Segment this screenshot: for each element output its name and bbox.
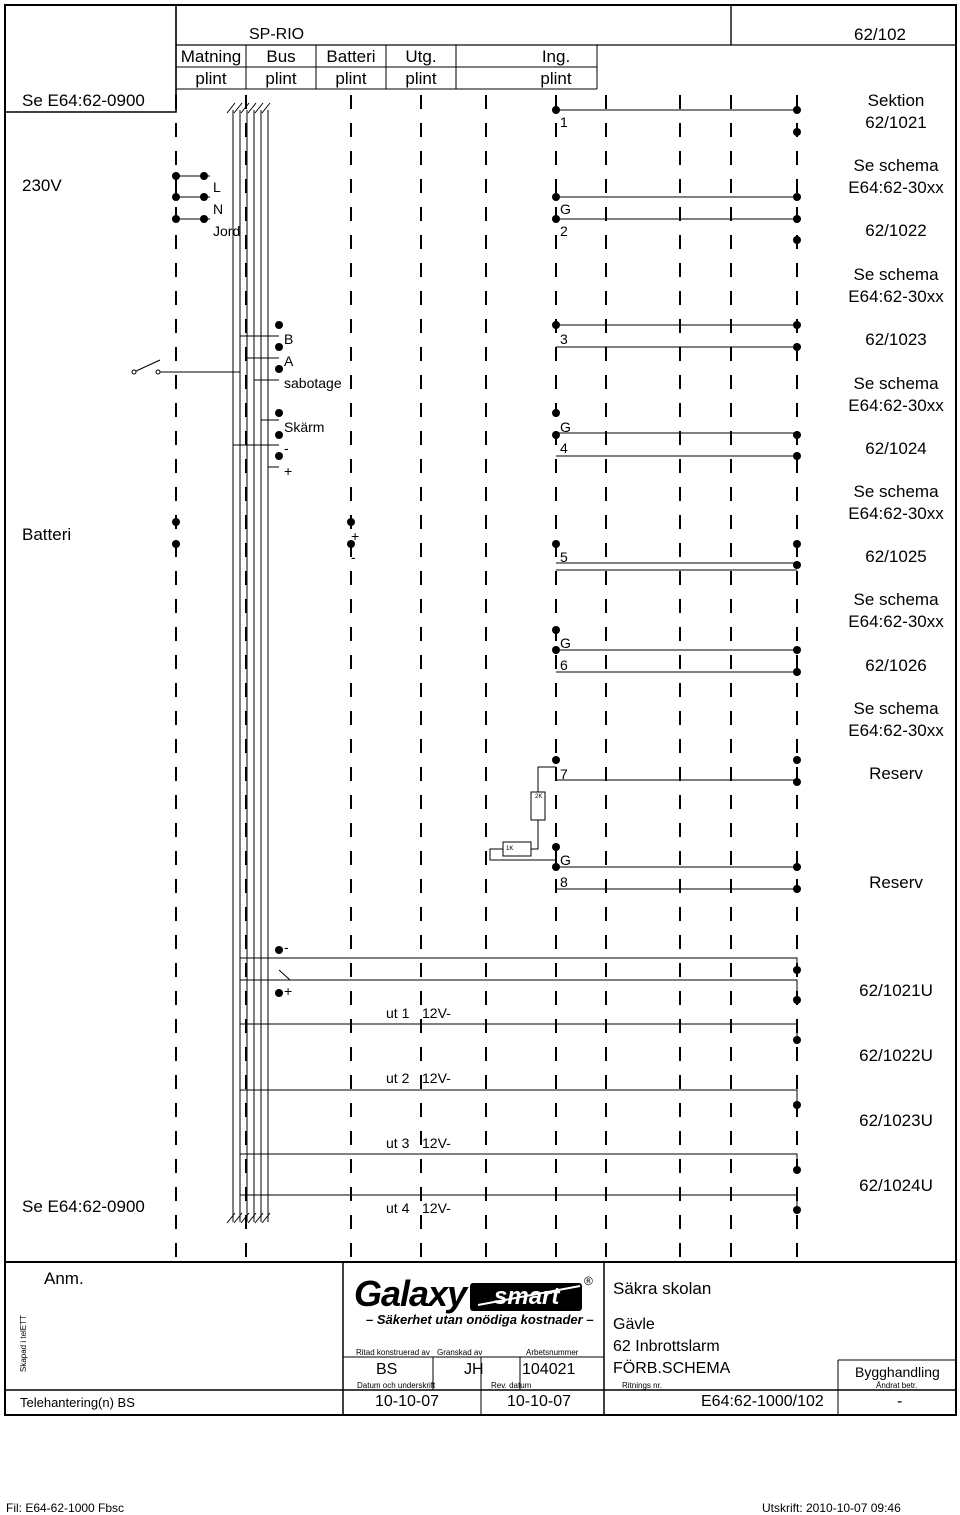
plint-4: plint bbox=[405, 69, 437, 88]
output-3-volt: 12V- bbox=[422, 1135, 451, 1151]
terminal-dot bbox=[793, 540, 801, 548]
terminal-dot bbox=[552, 540, 560, 548]
terminal-dot bbox=[793, 321, 801, 329]
schema-ref-2a: Se schema bbox=[853, 265, 939, 284]
footer-printed: Utskrift: 2010-10-07 09:46 bbox=[762, 1501, 901, 1515]
terminal-dot bbox=[552, 409, 560, 417]
project-line-4: FÖRB.SCHEMA bbox=[613, 1360, 731, 1377]
cable-tie-mark bbox=[248, 103, 256, 113]
resistor-2k-label: 2K bbox=[535, 794, 543, 800]
datum-label: Datum och underskrift bbox=[357, 1381, 436, 1390]
anm-label: Anm. bbox=[44, 1269, 84, 1288]
terminal-dot bbox=[275, 989, 283, 997]
terminal-dot bbox=[793, 343, 801, 351]
terminal-dot bbox=[793, 646, 801, 654]
terminal-dot bbox=[793, 1101, 801, 1109]
terminal-dot bbox=[275, 431, 283, 439]
output-1-volt: 12V- bbox=[422, 1005, 451, 1021]
schema-ref-2b: E64:62-30xx bbox=[848, 287, 944, 306]
terminal-dot bbox=[793, 863, 801, 871]
output-wire bbox=[279, 970, 797, 980]
sabotage-switch-symbol bbox=[132, 360, 240, 374]
terminal-dot bbox=[552, 106, 560, 114]
terminal-label-n: N bbox=[213, 201, 224, 217]
resistor-1k-label: 1K bbox=[506, 846, 514, 852]
input-label-g3: G bbox=[560, 635, 571, 651]
output-plus-label: + bbox=[284, 983, 293, 999]
terminal-dot bbox=[200, 193, 208, 201]
section-reserv-1: Reserv bbox=[869, 764, 923, 783]
plint-2: plint bbox=[265, 69, 297, 88]
schema-ref-1b: E64:62-30xx bbox=[848, 178, 944, 197]
col-matning: Matning bbox=[180, 47, 242, 66]
section-reserv-2: Reserv bbox=[869, 873, 923, 892]
terminal-label-jord: Jord bbox=[213, 223, 241, 239]
bygghandling-label: Bygghandling bbox=[855, 1364, 940, 1380]
rev-datum-value: 10-10-07 bbox=[507, 1393, 572, 1410]
plint-3: plint bbox=[335, 69, 367, 88]
input-label-6: 6 bbox=[560, 657, 568, 673]
section-1024u: 62/1024U bbox=[859, 1176, 933, 1195]
terminal-dot bbox=[275, 409, 283, 417]
schema-ref-1a: Se schema bbox=[853, 156, 939, 175]
terminal-dot bbox=[793, 996, 801, 1004]
output-minus-label: - bbox=[284, 939, 289, 955]
input-label-8: 8 bbox=[560, 874, 568, 890]
terminal-dot bbox=[552, 431, 560, 439]
schema-ref-3a: Se schema bbox=[853, 374, 939, 393]
battery-minus-label: - bbox=[351, 549, 356, 565]
terminal-label-l: L bbox=[213, 179, 221, 195]
terminal-dot bbox=[793, 452, 801, 460]
terminal-dot bbox=[275, 321, 283, 329]
sp-rio-label: SP-RIO bbox=[249, 26, 305, 43]
terminal-dot bbox=[552, 193, 560, 201]
terminal-dot bbox=[793, 106, 801, 114]
ref-top: Se E64:62-0900 bbox=[22, 91, 145, 110]
granskad-label: Granskad av bbox=[437, 1348, 483, 1357]
schema-ref-5a: Se schema bbox=[853, 590, 939, 609]
input-label-g4: G bbox=[560, 852, 571, 868]
project-line-2: Gävle bbox=[613, 1316, 655, 1333]
created-in-label: Skapad i telETT bbox=[19, 1315, 28, 1372]
ref-bottom: Se E64:62-0900 bbox=[22, 1197, 145, 1216]
ritnings-nr-label: Ritnings nr. bbox=[622, 1381, 663, 1390]
header-box-right bbox=[731, 5, 956, 45]
input-label-5: 5 bbox=[560, 549, 568, 565]
output-wire bbox=[240, 1090, 797, 1105]
section-1023u: 62/1023U bbox=[859, 1111, 933, 1130]
section-1021: 62/1021 bbox=[865, 113, 927, 132]
output-4-label: ut 4 bbox=[386, 1200, 410, 1216]
terminal-dot bbox=[172, 518, 180, 526]
terminal-dot bbox=[275, 946, 283, 954]
terminal-label-sabotage: sabotage bbox=[284, 375, 342, 391]
logo-smart: smart bbox=[494, 1283, 560, 1310]
terminal-dot bbox=[793, 756, 801, 764]
resistor-lead bbox=[531, 820, 538, 849]
input-label-4: 4 bbox=[560, 440, 568, 456]
input-label-g1: G bbox=[560, 201, 571, 217]
terminal-dot bbox=[552, 321, 560, 329]
output-wire bbox=[240, 980, 797, 1000]
terminal-dot bbox=[793, 668, 801, 676]
logo-slogan: – Säkerhet utan onödiga kostnader – bbox=[366, 1312, 594, 1327]
datum-value: 10-10-07 bbox=[375, 1393, 440, 1410]
terminal-dot bbox=[793, 966, 801, 974]
input-label-g2: G bbox=[560, 419, 571, 435]
schema-ref-4b: E64:62-30xx bbox=[848, 504, 944, 523]
logo-galaxy: Galaxy bbox=[354, 1273, 467, 1314]
cable-tie-mark bbox=[234, 1213, 242, 1223]
ritad-label: Ritad konstruerad av bbox=[356, 1348, 430, 1357]
cable-tie-mark bbox=[262, 1213, 270, 1223]
footer-file: Fil: E64-62-1000 Fbsc bbox=[6, 1501, 125, 1515]
terminal-dot bbox=[793, 885, 801, 893]
section-1026: 62/1026 bbox=[865, 656, 927, 675]
outer-frame bbox=[5, 5, 956, 1415]
output-3-label: ut 3 bbox=[386, 1135, 410, 1151]
ritad-value: BS bbox=[376, 1361, 398, 1378]
terminal-dot bbox=[172, 172, 180, 180]
terminal-dot bbox=[200, 215, 208, 223]
terminal-dot bbox=[793, 1036, 801, 1044]
section-1022u: 62/1022U bbox=[859, 1046, 933, 1065]
output-4-volt: 12V- bbox=[422, 1200, 451, 1216]
input-label-2: 2 bbox=[560, 223, 568, 239]
logo-registered: ® bbox=[584, 1274, 593, 1288]
drawing-no-top: 62/102 bbox=[854, 25, 906, 44]
terminal-dot bbox=[172, 215, 180, 223]
schema-ref-4a: Se schema bbox=[853, 482, 939, 501]
col-batteri: Batteri bbox=[326, 47, 376, 66]
dashed-separators bbox=[176, 95, 797, 1262]
section-1022: 62/1022 bbox=[865, 221, 927, 240]
terminal-label-skarm: Skärm bbox=[284, 419, 325, 435]
project-line-1: Säkra skolan bbox=[613, 1279, 712, 1298]
terminal-dot bbox=[552, 626, 560, 634]
terminal-dot bbox=[275, 365, 283, 373]
terminal-dot bbox=[552, 843, 560, 851]
terminal-label-minus: - bbox=[284, 440, 289, 456]
output-1-label: ut 1 bbox=[386, 1005, 410, 1021]
terminal-label-a: A bbox=[284, 353, 294, 369]
terminal-dot bbox=[793, 215, 801, 223]
schema-ref-5b: E64:62-30xx bbox=[848, 612, 944, 631]
terminal-dot bbox=[793, 128, 801, 136]
schema-ref-6b: E64:62-30xx bbox=[848, 721, 944, 740]
terminal-dot bbox=[552, 215, 560, 223]
granskad-value: JH bbox=[464, 1361, 484, 1378]
andrat-label: Ändrat betr. bbox=[876, 1381, 918, 1390]
terminal-dot bbox=[793, 778, 801, 786]
terminal-dot bbox=[275, 452, 283, 460]
terminal-dot bbox=[793, 236, 801, 244]
plint-1: plint bbox=[195, 69, 227, 88]
input-label-1: 1 bbox=[560, 114, 568, 130]
battery-label: Batteri bbox=[22, 525, 72, 544]
output-2-label: ut 2 bbox=[386, 1070, 410, 1086]
section-1021u: 62/1021U bbox=[859, 981, 933, 1000]
telehantering-label: Telehantering(n) BS bbox=[20, 1395, 135, 1410]
section-title: Sektion bbox=[867, 91, 925, 110]
terminal-dot bbox=[552, 646, 560, 654]
section-1024: 62/1024 bbox=[865, 439, 927, 458]
terminal-dot bbox=[793, 193, 801, 201]
terminal-dot bbox=[172, 540, 180, 548]
output-2-volt: 12V- bbox=[422, 1070, 451, 1086]
terminal-label-b: B bbox=[284, 331, 294, 347]
output-wire bbox=[240, 1154, 797, 1170]
section-1025: 62/1025 bbox=[865, 547, 927, 566]
input-label-3: 3 bbox=[560, 331, 568, 347]
terminal-dot bbox=[552, 756, 560, 764]
cable-tie-mark bbox=[248, 1213, 256, 1223]
col-bus: Bus bbox=[266, 47, 296, 66]
battery-plus-label: + bbox=[351, 528, 360, 544]
output-wire bbox=[240, 1024, 797, 1040]
terminal-dot bbox=[793, 1206, 801, 1214]
arbetsnummer-value: 104021 bbox=[522, 1361, 576, 1378]
cable-tie-mark bbox=[227, 1213, 235, 1223]
andrat-value: - bbox=[897, 1393, 903, 1410]
cable-tie-mark bbox=[255, 103, 263, 113]
schema-ref-3b: E64:62-30xx bbox=[848, 396, 944, 415]
mains-label: 230V bbox=[22, 176, 62, 195]
rev-datum-label: Rev. datum bbox=[491, 1381, 532, 1390]
terminal-dot bbox=[793, 1166, 801, 1174]
cable-tie-mark bbox=[227, 103, 235, 113]
terminal-label-plus: + bbox=[284, 463, 293, 479]
project-line-3: 62 Inbrottslarm bbox=[613, 1338, 720, 1355]
col-ing: Ing. bbox=[541, 47, 571, 66]
output-wire bbox=[240, 958, 797, 970]
input-label-7: 7 bbox=[560, 766, 568, 782]
cable-tie-mark bbox=[255, 1213, 263, 1223]
ritnings-nr-value: E64:62-1000/102 bbox=[701, 1393, 824, 1410]
section-1023: 62/1023 bbox=[865, 330, 927, 349]
terminal-dot bbox=[172, 193, 180, 201]
terminal-dot bbox=[552, 863, 560, 871]
terminal-dot bbox=[275, 343, 283, 351]
terminal-dot bbox=[793, 561, 801, 569]
terminal-dot bbox=[200, 172, 208, 180]
terminal-dot bbox=[793, 431, 801, 439]
col-utg: Utg. bbox=[405, 47, 437, 66]
cable-tie-mark bbox=[234, 103, 242, 113]
schema-ref-6a: Se schema bbox=[853, 699, 939, 718]
resistor-lead bbox=[538, 767, 556, 792]
terminal-dot bbox=[347, 518, 355, 526]
plint-5: plint bbox=[540, 69, 572, 88]
arbetsnummer-label: Arbetsnummer bbox=[526, 1348, 579, 1357]
cable-tie-mark bbox=[262, 103, 270, 113]
output-wire bbox=[240, 1195, 797, 1210]
